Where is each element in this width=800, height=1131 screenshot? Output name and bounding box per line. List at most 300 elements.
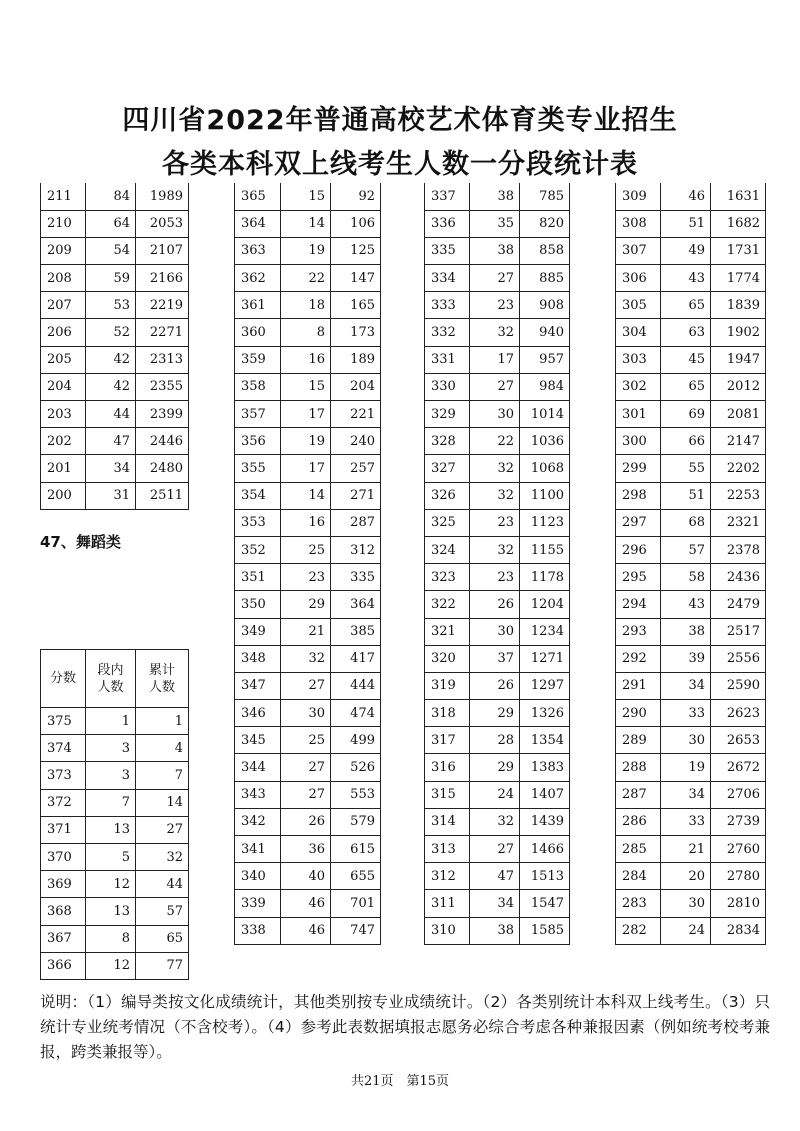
- cell-score: 285: [616, 836, 661, 863]
- cell-segment-count: 51: [661, 210, 711, 237]
- cell-cumulative-count: 1902: [711, 319, 766, 346]
- cell-segment-count: 46: [281, 917, 331, 944]
- cell-score: 315: [425, 781, 470, 808]
- cell-score: 346: [235, 700, 281, 727]
- cell-score: 331: [425, 346, 470, 373]
- cell-segment-count: 52: [86, 319, 136, 346]
- cell-segment-count: 27: [281, 754, 331, 781]
- cell-segment-count: 32: [281, 645, 331, 672]
- cell-score: 328: [425, 428, 470, 455]
- cell-segment-count: 25: [281, 727, 331, 754]
- cell-segment-count: 29: [470, 700, 520, 727]
- cell-cumulative-count: 526: [331, 754, 381, 781]
- table-row: [235, 482, 381, 509]
- cell-cumulative-count: 1839: [711, 292, 766, 319]
- cell-score: 303: [616, 346, 661, 373]
- cell-cumulative-count: 1513: [520, 863, 570, 890]
- table-row: [41, 346, 189, 373]
- cell-score: 289: [616, 727, 661, 754]
- table-row: [425, 237, 570, 264]
- cell-score: 203: [41, 401, 86, 428]
- cell-score: 319: [425, 672, 470, 699]
- cell-cumulative-count: 57: [136, 898, 189, 925]
- table-row: [425, 863, 570, 890]
- table-row: [41, 708, 189, 735]
- table-row: [235, 564, 381, 591]
- cell-segment-count: 8: [281, 319, 331, 346]
- cell-score: 370: [41, 843, 86, 870]
- cell-score: 288: [616, 754, 661, 781]
- table-row: [425, 319, 570, 346]
- cell-cumulative-count: 1466: [520, 836, 570, 863]
- cell-cumulative-count: 173: [331, 319, 381, 346]
- cell-cumulative-count: 474: [331, 700, 381, 727]
- cell-score: 325: [425, 509, 470, 536]
- cell-score: 337: [425, 183, 470, 210]
- table-row: [616, 591, 766, 618]
- cell-score: 371: [41, 816, 86, 843]
- table-row: [425, 836, 570, 863]
- table-row: [616, 536, 766, 563]
- cell-segment-count: 23: [281, 564, 331, 591]
- cell-segment-count: 38: [470, 183, 520, 210]
- table-row: [425, 428, 570, 455]
- cell-score: 320: [425, 645, 470, 672]
- table-row: [425, 183, 570, 210]
- table-row: [41, 319, 189, 346]
- cell-score: 338: [235, 917, 281, 944]
- table-row: [41, 871, 189, 898]
- table-row: [616, 808, 766, 835]
- cell-score: 309: [616, 183, 661, 210]
- cell-segment-count: 23: [470, 509, 520, 536]
- table-row: [616, 237, 766, 264]
- cell-segment-count: 58: [661, 564, 711, 591]
- cell-segment-count: 14: [281, 210, 331, 237]
- cell-segment-count: 65: [661, 373, 711, 400]
- cell-segment-count: 20: [661, 863, 711, 890]
- cell-segment-count: 27: [281, 672, 331, 699]
- cell-cumulative-count: 2623: [711, 700, 766, 727]
- table-row: [425, 917, 570, 944]
- cell-cumulative-count: 165: [331, 292, 381, 319]
- cell-segment-count: 65: [661, 292, 711, 319]
- table-row: [425, 455, 570, 482]
- cell-score: 282: [616, 917, 661, 944]
- cell-score: 358: [235, 373, 281, 400]
- cell-segment-count: 46: [661, 183, 711, 210]
- cell-cumulative-count: 364: [331, 591, 381, 618]
- cell-score: 206: [41, 319, 86, 346]
- table-row: [235, 727, 381, 754]
- cell-cumulative-count: 2780: [711, 863, 766, 890]
- cell-segment-count: 38: [470, 237, 520, 264]
- table-row: [41, 898, 189, 925]
- cell-score: 369: [41, 871, 86, 898]
- cell-segment-count: 57: [661, 536, 711, 563]
- cell-segment-count: 22: [470, 428, 520, 455]
- cell-score: 292: [616, 645, 661, 672]
- cell-score: 302: [616, 373, 661, 400]
- cell-score: 299: [616, 455, 661, 482]
- cell-score: 340: [235, 863, 281, 890]
- cell-cumulative-count: 1234: [520, 618, 570, 645]
- cell-score: 356: [235, 428, 281, 455]
- cell-cumulative-count: 1036: [520, 428, 570, 455]
- cell-score: 375: [41, 708, 86, 735]
- cell-segment-count: 21: [661, 836, 711, 863]
- cell-cumulative-count: 125: [331, 237, 381, 264]
- table-header-row: [41, 650, 189, 708]
- table-row: [616, 401, 766, 428]
- table-row: [235, 781, 381, 808]
- cell-segment-count: 24: [470, 781, 520, 808]
- cell-segment-count: 13: [86, 816, 136, 843]
- cell-cumulative-count: 1014: [520, 401, 570, 428]
- cell-segment-count: 12: [86, 952, 136, 979]
- cell-cumulative-count: 2107: [136, 237, 189, 264]
- cell-score: 344: [235, 754, 281, 781]
- table-row: [616, 890, 766, 917]
- cell-cumulative-count: 4: [136, 735, 189, 762]
- cell-segment-count: 47: [86, 428, 136, 455]
- cell-score: 326: [425, 482, 470, 509]
- cell-cumulative-count: 2053: [136, 210, 189, 237]
- score-table-dance: [40, 649, 189, 980]
- cell-score: 291: [616, 672, 661, 699]
- cell-cumulative-count: 335: [331, 564, 381, 591]
- table-row: [235, 863, 381, 890]
- table-row: [616, 564, 766, 591]
- cell-segment-count: 63: [661, 319, 711, 346]
- cell-cumulative-count: 1947: [711, 346, 766, 373]
- cell-segment-count: 43: [661, 591, 711, 618]
- table-row: [41, 952, 189, 979]
- cell-segment-count: 32: [470, 536, 520, 563]
- table-row: [235, 618, 381, 645]
- table-row: [41, 925, 189, 952]
- table-row: [425, 210, 570, 237]
- cell-cumulative-count: 1100: [520, 482, 570, 509]
- cell-segment-count: 28: [470, 727, 520, 754]
- cell-score: 314: [425, 808, 470, 835]
- cell-segment-count: 30: [661, 727, 711, 754]
- cell-cumulative-count: 2321: [711, 509, 766, 536]
- cell-score: 332: [425, 319, 470, 346]
- table-row: [235, 183, 381, 210]
- cell-score: 352: [235, 536, 281, 563]
- table-row: [425, 754, 570, 781]
- cell-segment-count: 34: [470, 890, 520, 917]
- cell-score: 297: [616, 509, 661, 536]
- cell-score: 333: [425, 292, 470, 319]
- table-row: [235, 509, 381, 536]
- table-row: [425, 727, 570, 754]
- table-row: [235, 754, 381, 781]
- cell-cumulative-count: 1407: [520, 781, 570, 808]
- table-row: [616, 265, 766, 292]
- table-row: [235, 917, 381, 944]
- cell-cumulative-count: 271: [331, 482, 381, 509]
- cell-segment-count: 1: [86, 708, 136, 735]
- cell-cumulative-count: 701: [331, 890, 381, 917]
- cell-cumulative-count: 257: [331, 455, 381, 482]
- cell-score: 339: [235, 890, 281, 917]
- cell-cumulative-count: 221: [331, 401, 381, 428]
- cell-score: 317: [425, 727, 470, 754]
- cell-segment-count: 25: [281, 536, 331, 563]
- table-row: [41, 428, 189, 455]
- cell-cumulative-count: 1439: [520, 808, 570, 835]
- cell-cumulative-count: 2479: [711, 591, 766, 618]
- cell-segment-count: 42: [86, 346, 136, 373]
- table-row: [41, 237, 189, 264]
- cell-segment-count: 31: [86, 482, 136, 509]
- cell-score: 283: [616, 890, 661, 917]
- cell-segment-count: 7: [86, 789, 136, 816]
- cell-cumulative-count: 1178: [520, 564, 570, 591]
- cell-score: 205: [41, 346, 86, 373]
- cell-segment-count: 38: [470, 917, 520, 944]
- cell-cumulative-count: 615: [331, 836, 381, 863]
- cell-score: 202: [41, 428, 86, 455]
- cell-score: 354: [235, 482, 281, 509]
- cell-cumulative-count: 2253: [711, 482, 766, 509]
- table-row: [425, 618, 570, 645]
- cell-segment-count: 27: [281, 781, 331, 808]
- cell-segment-count: 26: [470, 672, 520, 699]
- cell-cumulative-count: 2760: [711, 836, 766, 863]
- cell-cumulative-count: 32: [136, 843, 189, 870]
- cell-score: 318: [425, 700, 470, 727]
- cell-segment-count: 30: [661, 890, 711, 917]
- cell-segment-count: 3: [86, 762, 136, 789]
- cell-cumulative-count: 77: [136, 952, 189, 979]
- cell-score: 286: [616, 808, 661, 835]
- cell-score: 334: [425, 265, 470, 292]
- cell-cumulative-count: 2147: [711, 428, 766, 455]
- table-row: [616, 645, 766, 672]
- cell-segment-count: 64: [86, 210, 136, 237]
- cell-cumulative-count: 2517: [711, 618, 766, 645]
- header-score: 分数: [41, 650, 86, 708]
- cell-score: 330: [425, 373, 470, 400]
- cell-score: 311: [425, 890, 470, 917]
- table-row: [41, 455, 189, 482]
- section-title-dance: 47、舞蹈类: [40, 533, 121, 551]
- cell-cumulative-count: 2556: [711, 645, 766, 672]
- cell-segment-count: 24: [661, 917, 711, 944]
- cell-score: 366: [41, 952, 86, 979]
- cell-score: 316: [425, 754, 470, 781]
- cell-cumulative-count: 1: [136, 708, 189, 735]
- cell-cumulative-count: 2166: [136, 265, 189, 292]
- cell-segment-count: 34: [661, 781, 711, 808]
- explanation-note: 说明：（1）编导类按文化成绩统计，其他类别按专业成绩统计。（2）各类别统计本科双上线考生。（3）只统计专业统考情况（不含校考）。（4）参考此表数据填报志愿务必综合考虑各种兼报因素（例如统考校考兼报，跨类兼报等）。: [40, 993, 770, 1061]
- cell-score: 296: [616, 536, 661, 563]
- cell-segment-count: 30: [281, 700, 331, 727]
- table-row: [616, 618, 766, 645]
- cell-cumulative-count: 1383: [520, 754, 570, 781]
- cell-cumulative-count: 1989: [136, 183, 189, 210]
- cell-segment-count: 55: [661, 455, 711, 482]
- cell-segment-count: 8: [86, 925, 136, 952]
- cell-segment-count: 68: [661, 509, 711, 536]
- table-row: [235, 428, 381, 455]
- cell-cumulative-count: 7: [136, 762, 189, 789]
- table-row: [425, 482, 570, 509]
- cell-score: 308: [616, 210, 661, 237]
- cell-score: 310: [425, 917, 470, 944]
- cell-segment-count: 45: [661, 346, 711, 373]
- cell-segment-count: 46: [281, 890, 331, 917]
- cell-cumulative-count: 2590: [711, 672, 766, 699]
- cell-segment-count: 29: [470, 754, 520, 781]
- table-row: [616, 700, 766, 727]
- cell-cumulative-count: 908: [520, 292, 570, 319]
- cell-cumulative-count: 1155: [520, 536, 570, 563]
- cell-score: 359: [235, 346, 281, 373]
- table-row: [235, 401, 381, 428]
- table-row: [41, 735, 189, 762]
- table-row: [616, 836, 766, 863]
- cell-cumulative-count: 2706: [711, 781, 766, 808]
- cell-segment-count: 69: [661, 401, 711, 428]
- cell-score: 284: [616, 863, 661, 890]
- cell-score: 374: [41, 735, 86, 762]
- page-footer: 共21页 第15页: [350, 1074, 450, 1089]
- cell-score: 347: [235, 672, 281, 699]
- score-table-col3: [424, 183, 570, 945]
- cell-segment-count: 35: [470, 210, 520, 237]
- cell-segment-count: 32: [470, 319, 520, 346]
- cell-cumulative-count: 444: [331, 672, 381, 699]
- cell-cumulative-count: 106: [331, 210, 381, 237]
- cell-cumulative-count: 1204: [520, 591, 570, 618]
- cell-segment-count: 49: [661, 237, 711, 264]
- cell-segment-count: 15: [281, 183, 331, 210]
- table-row: [425, 645, 570, 672]
- cell-segment-count: 15: [281, 373, 331, 400]
- cell-segment-count: 26: [470, 591, 520, 618]
- cell-cumulative-count: 1585: [520, 917, 570, 944]
- cell-score: 372: [41, 789, 86, 816]
- cell-segment-count: 27: [470, 836, 520, 863]
- cell-score: 361: [235, 292, 281, 319]
- table-row: [41, 816, 189, 843]
- table-row: [41, 401, 189, 428]
- table-row: [425, 672, 570, 699]
- cell-cumulative-count: 385: [331, 618, 381, 645]
- table-row: [41, 482, 189, 509]
- cell-cumulative-count: 655: [331, 863, 381, 890]
- cell-cumulative-count: 984: [520, 373, 570, 400]
- cell-cumulative-count: 2219: [136, 292, 189, 319]
- cell-cumulative-count: 820: [520, 210, 570, 237]
- cell-cumulative-count: 2834: [711, 917, 766, 944]
- table-row: [616, 754, 766, 781]
- table-row: [235, 672, 381, 699]
- cell-cumulative-count: 92: [331, 183, 381, 210]
- cell-segment-count: 16: [281, 346, 331, 373]
- cell-cumulative-count: 1731: [711, 237, 766, 264]
- cell-segment-count: 12: [86, 871, 136, 898]
- cell-segment-count: 33: [661, 700, 711, 727]
- cell-cumulative-count: 2081: [711, 401, 766, 428]
- cell-cumulative-count: 747: [331, 917, 381, 944]
- cell-cumulative-count: 2271: [136, 319, 189, 346]
- table-row: [425, 265, 570, 292]
- cell-cumulative-count: 65: [136, 925, 189, 952]
- cell-cumulative-count: 1326: [520, 700, 570, 727]
- table-row: [425, 564, 570, 591]
- cell-score: 336: [425, 210, 470, 237]
- table-row: [41, 265, 189, 292]
- table-row: [41, 183, 189, 210]
- cell-score: 207: [41, 292, 86, 319]
- cell-cumulative-count: 1297: [520, 672, 570, 699]
- cell-segment-count: 23: [470, 564, 520, 591]
- table-row: [425, 373, 570, 400]
- cell-score: 351: [235, 564, 281, 591]
- table-row: [616, 373, 766, 400]
- page-title: 四川省2022年普通高校艺术体育类专业招生: [122, 105, 678, 136]
- cell-segment-count: 37: [470, 645, 520, 672]
- cell-segment-count: 42: [86, 373, 136, 400]
- cell-cumulative-count: 1068: [520, 455, 570, 482]
- cell-cumulative-count: 312: [331, 536, 381, 563]
- cell-cumulative-count: 240: [331, 428, 381, 455]
- table-row: [616, 482, 766, 509]
- cell-cumulative-count: 2399: [136, 401, 189, 428]
- table-row: [235, 265, 381, 292]
- cell-score: 287: [616, 781, 661, 808]
- cell-segment-count: 34: [661, 672, 711, 699]
- table-row: [425, 536, 570, 563]
- table-row: [235, 455, 381, 482]
- cell-cumulative-count: 1271: [520, 645, 570, 672]
- table-row: [425, 890, 570, 917]
- cell-score: 324: [425, 536, 470, 563]
- cell-segment-count: 17: [281, 401, 331, 428]
- cell-score: 350: [235, 591, 281, 618]
- cell-score: 367: [41, 925, 86, 952]
- table-row: [425, 292, 570, 319]
- table-row: [235, 645, 381, 672]
- cell-segment-count: 17: [470, 346, 520, 373]
- cell-score: 322: [425, 591, 470, 618]
- table-row: [425, 591, 570, 618]
- table-row: [616, 863, 766, 890]
- cell-score: 307: [616, 237, 661, 264]
- cell-score: 295: [616, 564, 661, 591]
- table-row: [616, 183, 766, 210]
- cell-segment-count: 53: [86, 292, 136, 319]
- cell-segment-count: 32: [470, 808, 520, 835]
- cell-cumulative-count: 499: [331, 727, 381, 754]
- cell-cumulative-count: 785: [520, 183, 570, 210]
- score-table-col2: [234, 183, 381, 945]
- cell-cumulative-count: 1631: [711, 183, 766, 210]
- table-row: [235, 237, 381, 264]
- cell-segment-count: 38: [661, 618, 711, 645]
- cell-score: 357: [235, 401, 281, 428]
- cell-score: 305: [616, 292, 661, 319]
- cell-segment-count: 21: [281, 618, 331, 645]
- table-row: [425, 781, 570, 808]
- cell-score: 329: [425, 401, 470, 428]
- cell-cumulative-count: 2446: [136, 428, 189, 455]
